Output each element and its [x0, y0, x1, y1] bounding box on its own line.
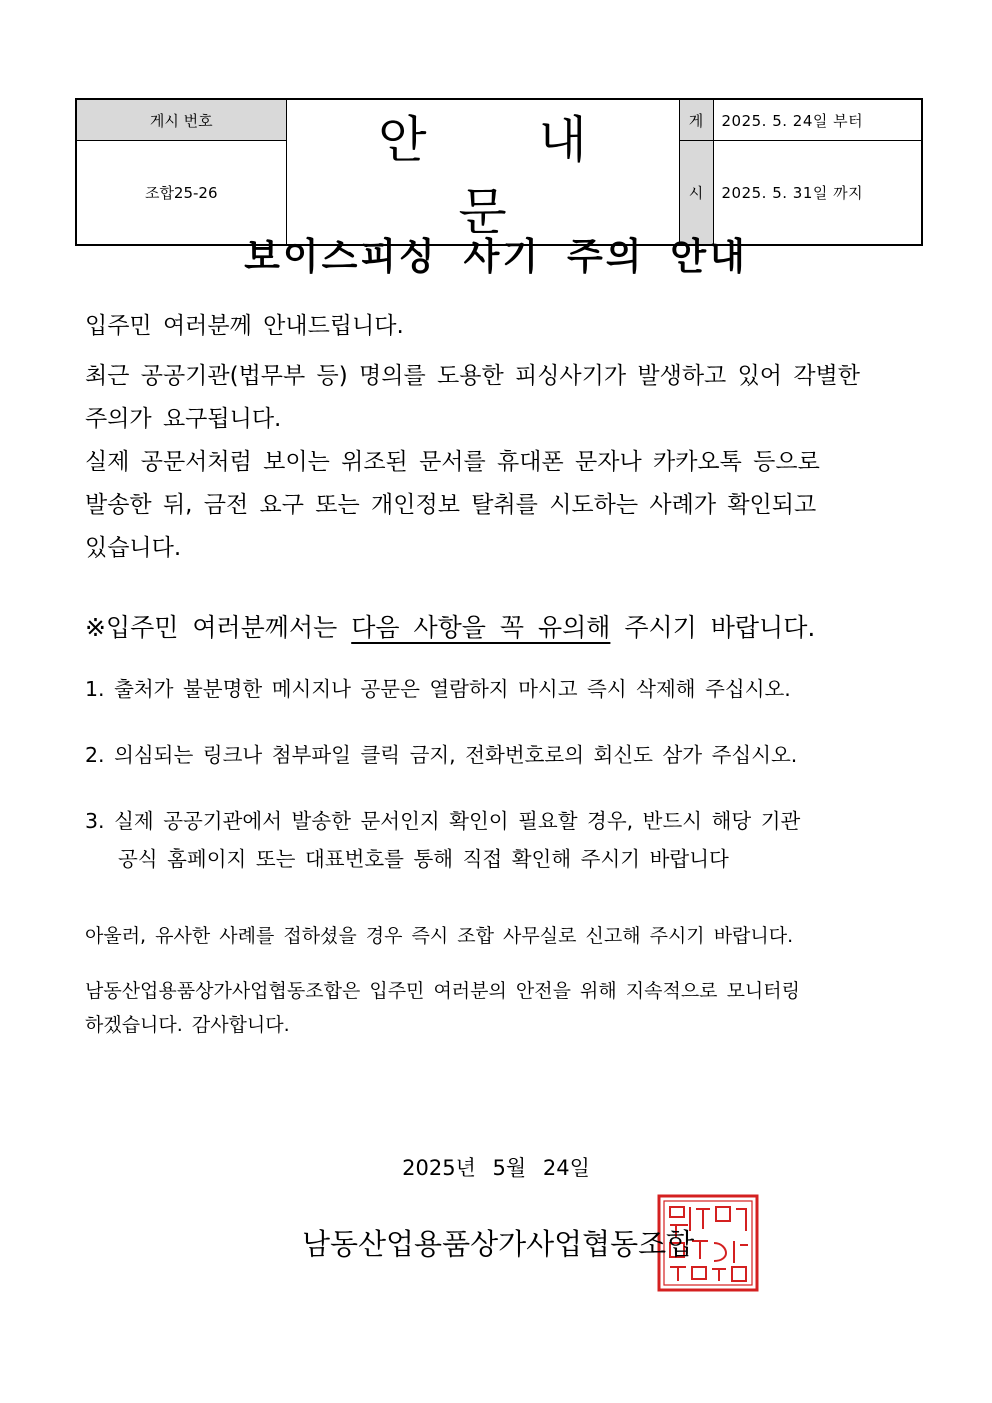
period-label-top: 게	[679, 99, 713, 141]
issue-date: 2025년 5월 24일	[402, 1156, 590, 1180]
list-item-3	[85, 802, 800, 878]
paragraph-1-line-2: 주의가 요구됩니다.	[85, 406, 282, 432]
notice-sentence	[85, 608, 815, 644]
notice-underlined: 다음 사항을 꼭 유의해	[351, 613, 611, 642]
greeting-text: 입주민 여러분께 안내드립니다.	[85, 313, 404, 339]
posting-end-date: 2025. 5. 31일 까지	[713, 141, 922, 246]
list-item-2: 2. 의심되는 링크나 첨부파일 클릭 금지, 전화번호로의 회신도 삼가 주십시오.	[85, 743, 798, 767]
monitoring-line-2: 하겠습니다. 감사합니다.	[85, 1014, 290, 1036]
list-item-1: 1. 출처가 불분명한 메시지나 공문은 열람하지 마시고 즉시 삭제해 주십시오.	[85, 677, 791, 701]
report-instruction: 아울러, 유사한 사례를 접하셨을 경우 즉시 조합 사무실로 신고해 주시기 바랍니다.	[85, 925, 794, 947]
period-label-bottom: 시	[679, 141, 713, 246]
document-title: 안 내 문	[286, 99, 679, 245]
page-heading: 보이스피싱 사기 주의 안내	[244, 235, 748, 278]
paragraph-2-line-2: 발송한 뒤, 금전 요구 또는 개인정보 탈취를 시도하는 사례가 확인되고	[85, 492, 817, 518]
monitoring-line-1: 남동산업용품상가사업협동조합은 입주민 여러분의 안전을 위해 지속적으로 모니터링	[85, 980, 800, 1002]
posting-start-date: 2025. 5. 24일 부터	[713, 99, 922, 141]
list-item-3-line-1: 3. 실제 공공기관에서 발송한 문서인지 확인이 필요할 경우, 반드시 해당 기관	[85, 809, 801, 833]
organization-name: 남동산업용품상가사업협동조합	[302, 1227, 695, 1261]
notice-suffix: 주시기 바랍니다.	[610, 613, 816, 642]
list-item-3-line-2: 공식 홈페이지 또는 대표번호를 통해 직접 확인해 주시기 바랍니다	[118, 847, 729, 871]
paragraph-2-line-1: 실제 공문서처럼 보이는 위조된 문서를 휴대폰 문자나 카카오톡 등으로	[85, 449, 820, 475]
paragraph-1-line-1: 최근 공공기관(법무부 등) 명의를 도용한 피싱사기가 발생하고 있어 각별한	[85, 363, 860, 389]
notice-prefix: ※입주민 여러분께서는	[85, 613, 352, 642]
post-number-label: 게시 번호	[76, 99, 286, 141]
notice-header-table	[75, 98, 923, 246]
post-number-value: 조합25-26	[76, 141, 286, 246]
paragraph-2-line-3: 있습니다.	[85, 535, 182, 561]
